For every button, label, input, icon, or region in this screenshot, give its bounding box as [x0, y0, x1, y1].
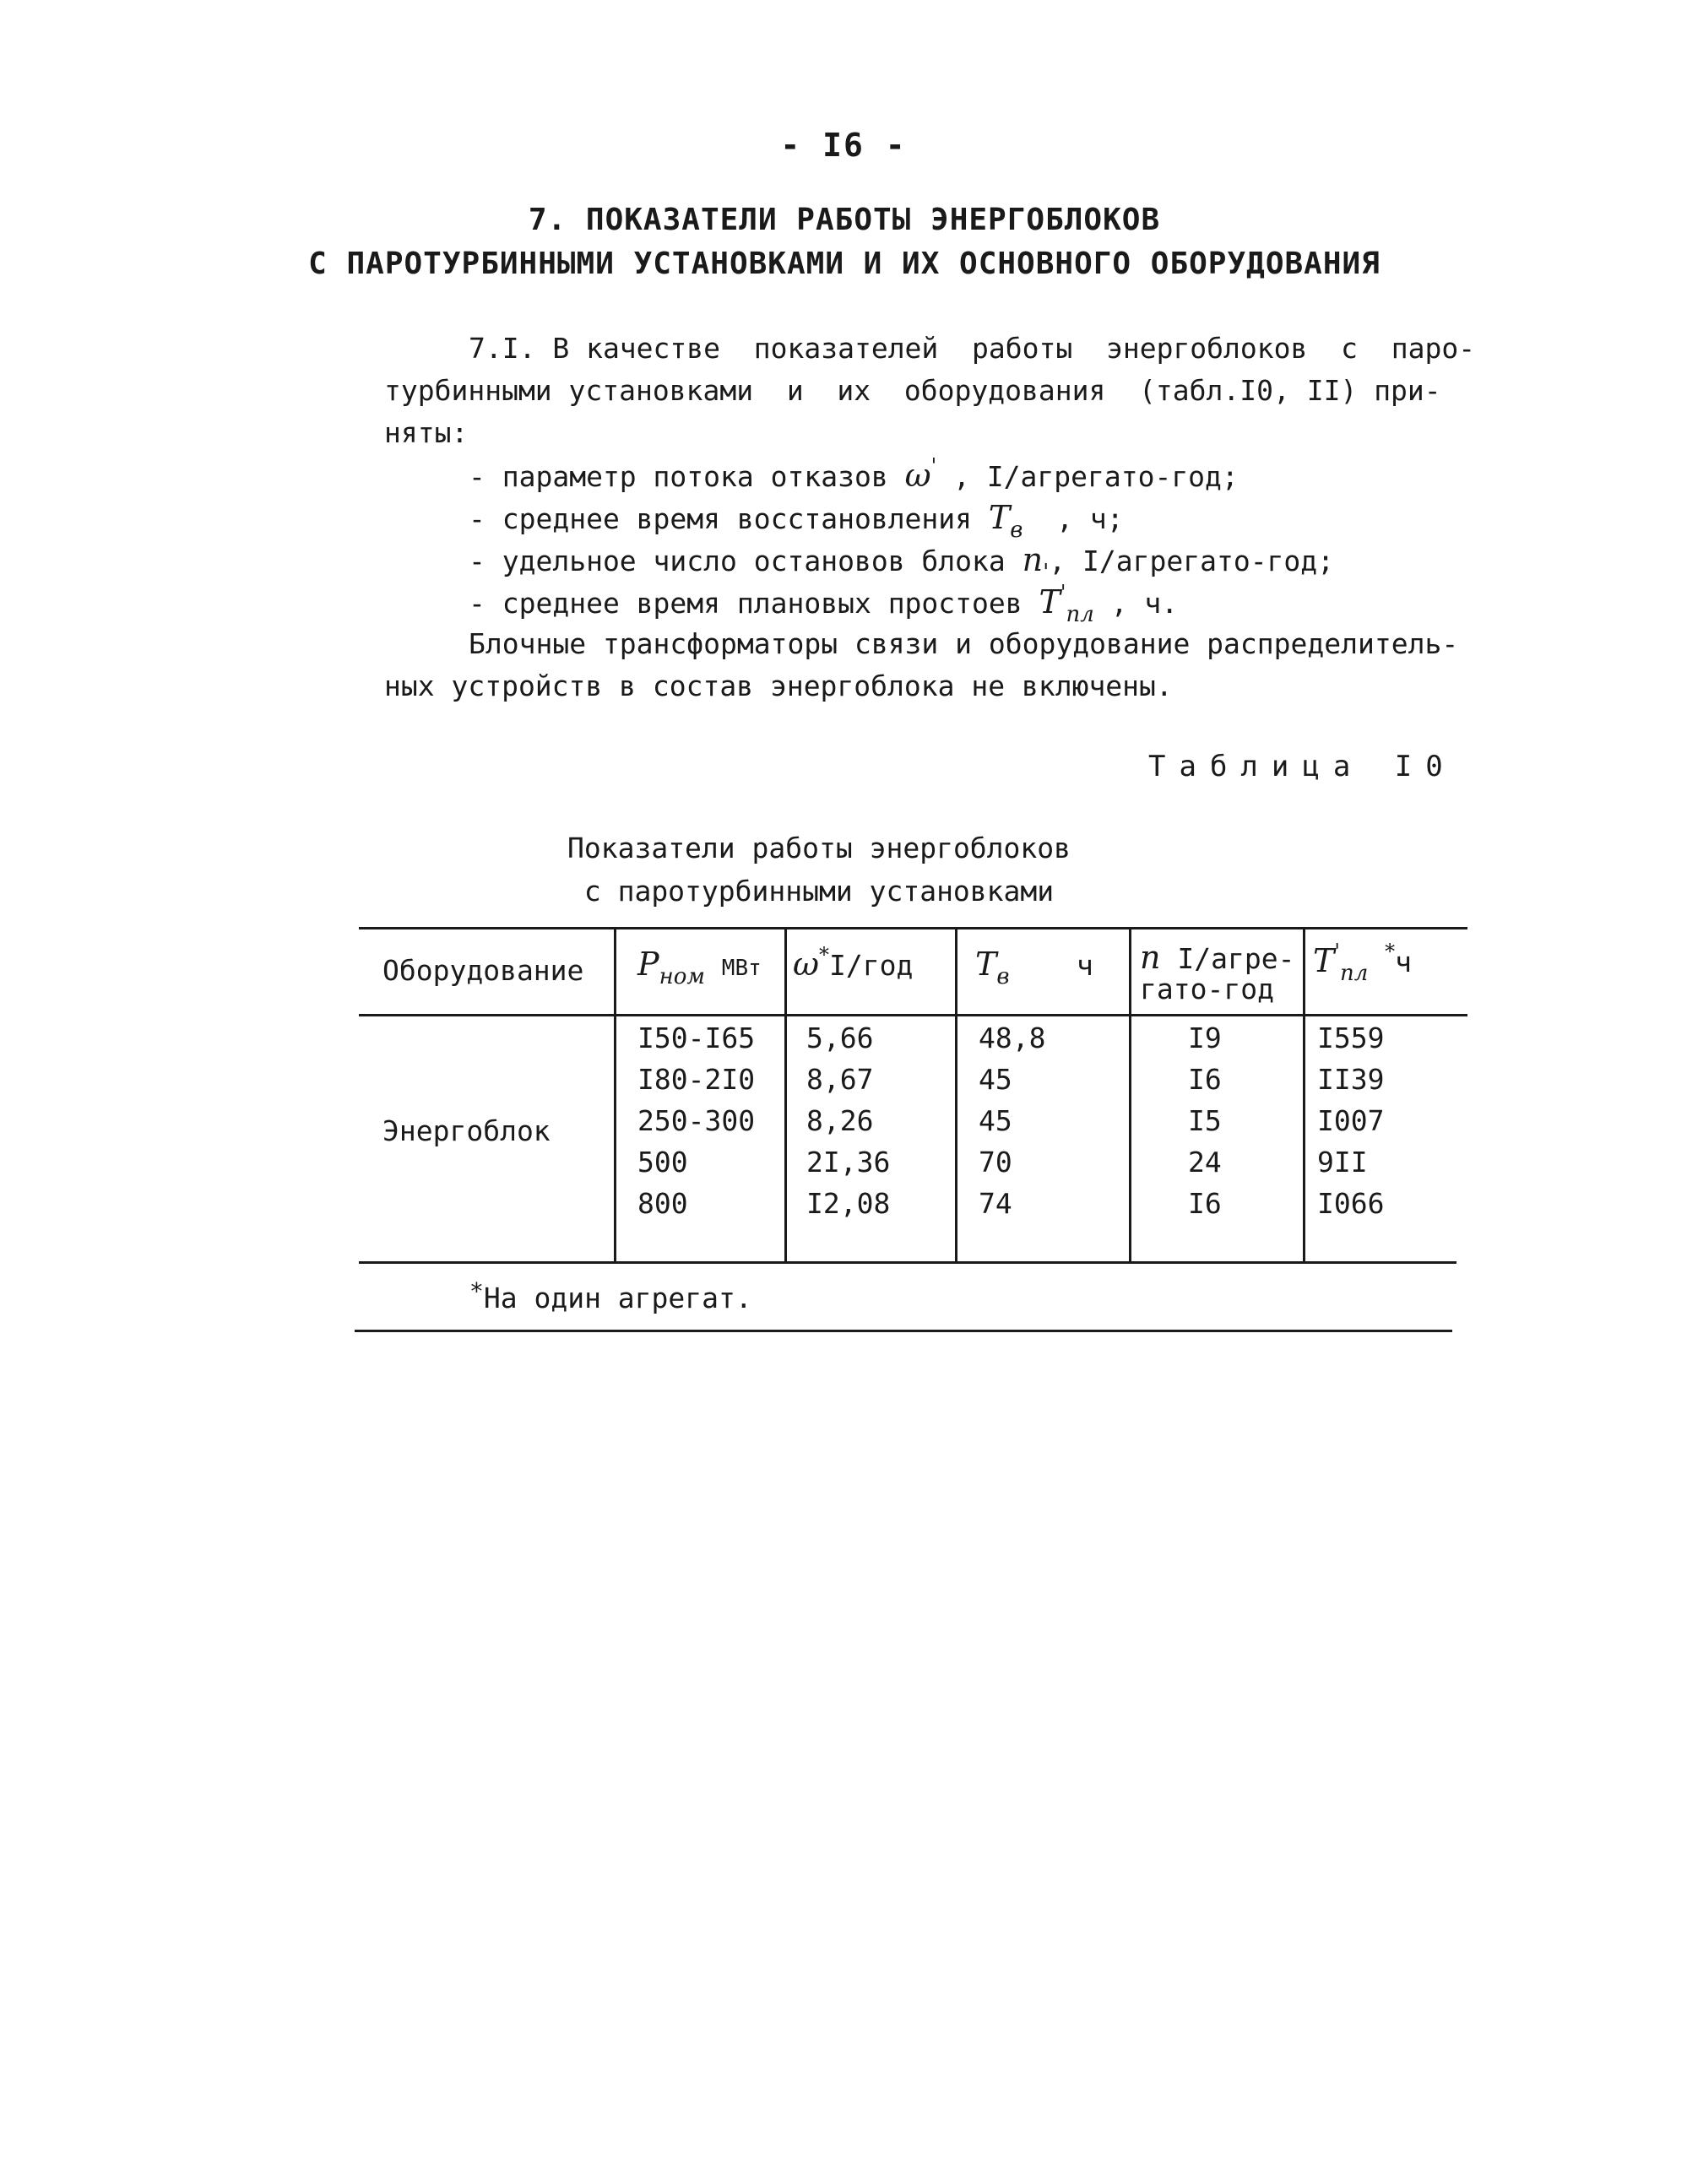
paragraph-line: турбинными установками и их оборудования (табл.I0, II) при-	[384, 374, 1441, 407]
header-omega: ω*I/год	[793, 943, 914, 983]
row-label-energoblock: Энергоблок	[382, 1114, 551, 1147]
table-top-rule	[359, 927, 1467, 929]
paragraph-line: 7.I. В качестве показателей работы энергоблоков с паро-	[469, 332, 1476, 365]
indicators-table	[359, 927, 1467, 1265]
cell-omega: 8,26	[806, 1104, 874, 1137]
cell-n: I5	[1188, 1104, 1222, 1137]
header-p-nom: $P_{ном}$ МВт	[637, 946, 762, 989]
table-footnote: *На один агрегат.	[469, 1277, 752, 1314]
paragraph-line: няты:	[384, 416, 469, 449]
column-divider	[955, 927, 957, 1264]
table-title-line-2: с паротурбинными установками	[583, 875, 1055, 908]
section-title-line-2: С ПАРОТУРБИННЫМИ УСТАНОВКАМИ И ИХ ОСНОВНОГО ОБОРУДОВАНИЯ	[308, 247, 1381, 281]
bullet-failure-flow: - параметр потока отказов ω' , I/агрегато-год;	[469, 454, 1239, 494]
column-divider	[614, 927, 616, 1264]
cell-t-v: 45	[979, 1063, 1012, 1096]
cell-omega: 2I,36	[806, 1146, 891, 1179]
cell-t-v: 45	[979, 1104, 1012, 1137]
bullet-stop-count: - удельное число остановов блока $n'$, I/агрегато-год;	[469, 541, 1335, 585]
bullet-planned-downtime: - среднее время плановых простоев $T'_{пл}$ , ч.	[469, 581, 1179, 627]
cell-t-pl: I066	[1317, 1187, 1385, 1220]
paragraph-line: Блочные трансформаторы связи и оборудование распределитель-	[469, 627, 1459, 660]
cell-n: I6	[1188, 1063, 1222, 1096]
cell-t-v: 74	[979, 1187, 1012, 1220]
cell-p-nom: 800	[637, 1187, 688, 1220]
cell-n: I9	[1188, 1022, 1222, 1054]
cell-omega: 8,67	[806, 1063, 874, 1096]
footnote-rule	[355, 1330, 1452, 1332]
table-header-rule	[359, 1014, 1467, 1016]
cell-p-nom: I50-I65	[637, 1022, 756, 1054]
header-t-pl: $T'_{пл}$ *ч	[1313, 940, 1413, 986]
header-n: n I/агре- гато-год	[1140, 939, 1295, 1005]
cell-t-pl: I559	[1317, 1022, 1385, 1054]
cell-t-pl: 9II	[1317, 1146, 1368, 1179]
cell-t-v: 70	[979, 1146, 1012, 1179]
table-title-line-1: Показатели работы энергоблоков	[567, 832, 1071, 864]
cell-t-pl: I007	[1317, 1104, 1385, 1137]
cell-p-nom: 500	[637, 1146, 688, 1179]
table-bottom-rule	[359, 1261, 1456, 1264]
cell-t-pl: II39	[1317, 1063, 1385, 1096]
table-label: Таблица I0	[1148, 750, 1456, 783]
section-title-line-1: 7. ПОКАЗАТЕЛИ РАБОТЫ ЭНЕРГОБЛОКОВ	[528, 203, 1161, 237]
cell-t-v: 48,8	[979, 1022, 1046, 1054]
paragraph-line: ных устройств в состав энергоблока не включены.	[384, 669, 1173, 702]
column-divider	[784, 927, 787, 1264]
bullet-recovery-time: - среднее время восстановления $T_в$ , ч;	[469, 499, 1124, 543]
header-t-v: $T_в$ ч	[975, 946, 1093, 989]
cell-n: 24	[1188, 1146, 1222, 1179]
header-equipment: Оборудование	[382, 954, 584, 987]
column-divider	[1129, 927, 1131, 1264]
cell-p-nom: 250-300	[637, 1104, 756, 1137]
cell-p-nom: I80-2I0	[637, 1063, 756, 1096]
page-number: - I6 -	[780, 127, 907, 164]
column-divider	[1303, 927, 1305, 1264]
cell-omega: I2,08	[806, 1187, 891, 1220]
cell-n: I6	[1188, 1187, 1222, 1220]
cell-omega: 5,66	[806, 1022, 874, 1054]
